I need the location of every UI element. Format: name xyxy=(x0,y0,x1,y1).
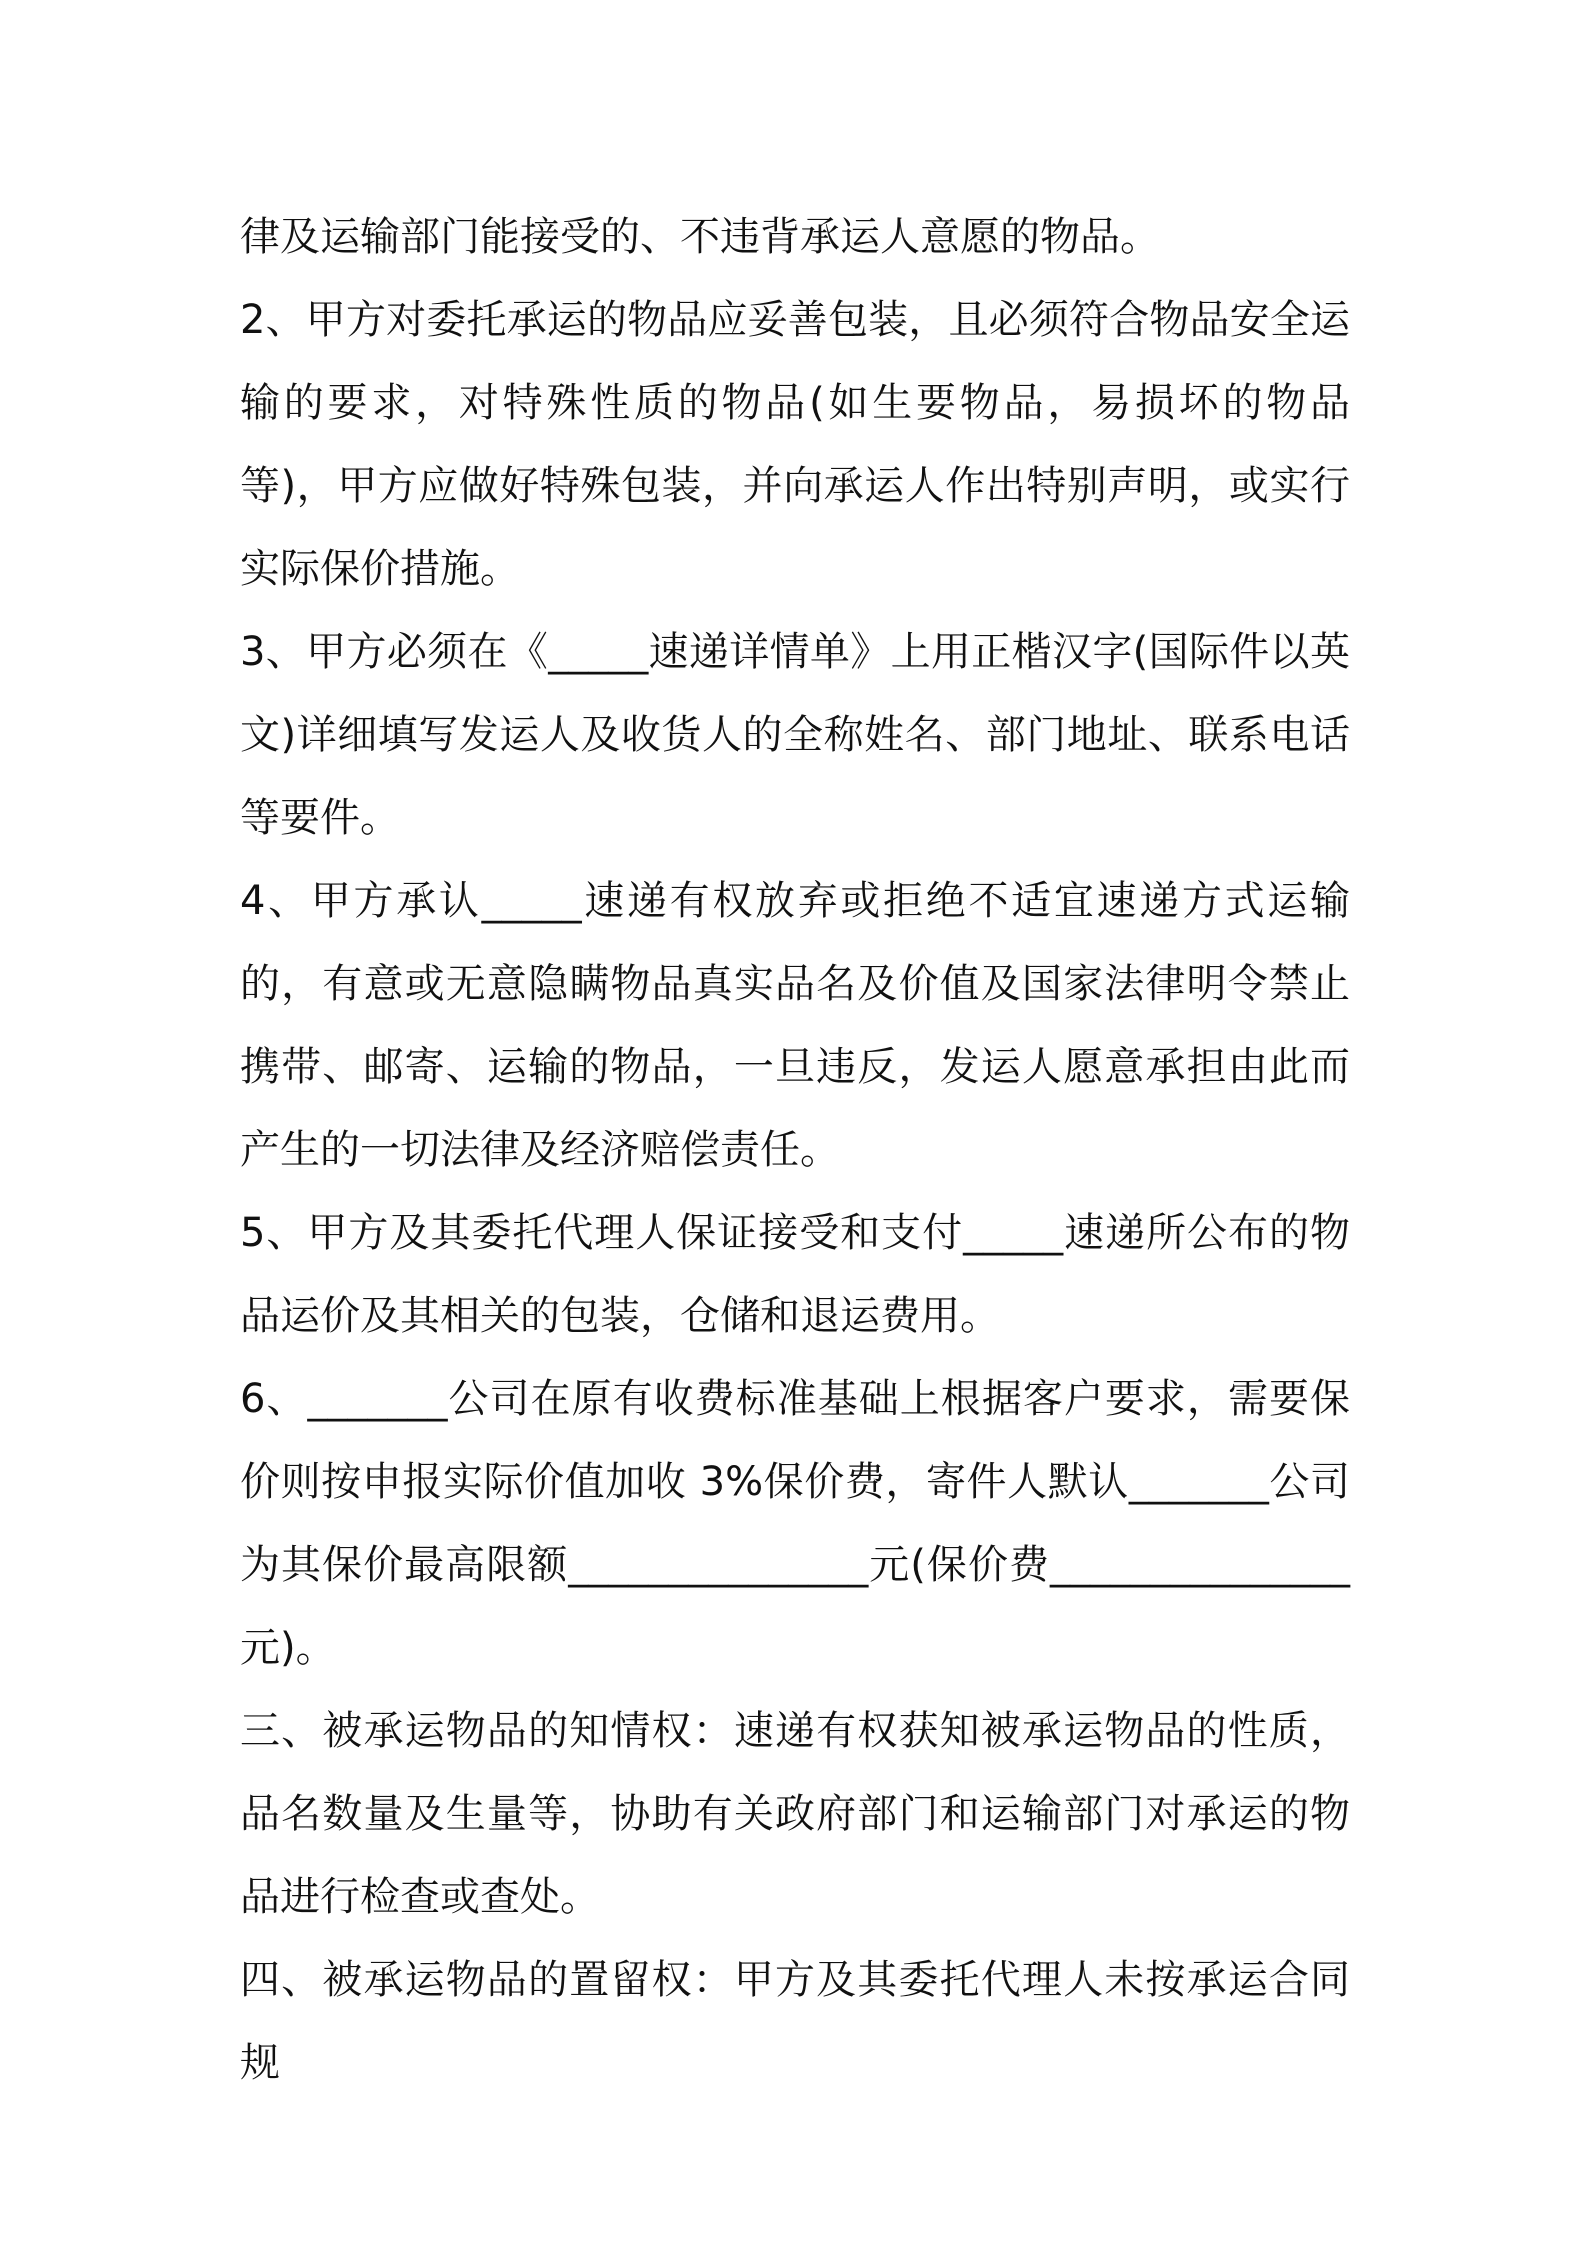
paragraph-5-fees: 5、甲方及其委托代理人保证接受和支付_____速递所公布的物品运价及其相关的包装，仓储和退运费用。 xyxy=(240,1210,1350,1339)
paragraph-2-packaging: 2、甲方对委托承运的物品应妥善包装，且必须符合物品安全运输的要求，对特殊性质的物品(如生要物品，易损坏的物品等)，甲方应做好特殊包装，并向承运人作出特别声明，或实行实际保价措施。 xyxy=(240,297,1350,592)
paragraph-section-4-retention: 四、被承运物品的置留权：甲方及其委托代理人未按承运合同规 xyxy=(240,1957,1350,2086)
document-body xyxy=(240,196,1350,2105)
paragraph-6-insurance: 6、_______公司在原有收费标准基础上根据客户要求，需要保价则按申报实际价值加收 3%保价费，寄件人默认_______公司为其保价最高限额_______________元(保价费_______________元)。 xyxy=(240,1376,1350,1671)
paragraph-3-waybill: 3、甲方必须在《_____速递详情单》上用正楷汉字(国际件以英文)详细填写发运人及收货人的全称姓名、部门地址、联系电话等要件。 xyxy=(240,629,1350,841)
paragraph-4-prohibited-items: 4、甲方承认_____速递有权放弃或拒绝不适宜速递方式运输的，有意或无意隐瞒物品真实品名及价值及国家法律明令禁止携带、邮寄、运输的物品，一旦违反，发运人愿意承担由此而产生的一切法律及经济赔偿责任。 xyxy=(240,878,1350,1173)
paragraph-1-continuation: 律及运输部门能接受的、不违背承运人意愿的物品。 xyxy=(240,214,1160,260)
paragraph-section-3-right-to-know: 三、被承运物品的知情权：速递有权获知被承运物品的性质，品名数量及生量等，协助有关政府部门和运输部门对承运的物品进行检查或查处。 xyxy=(240,1708,1350,1920)
